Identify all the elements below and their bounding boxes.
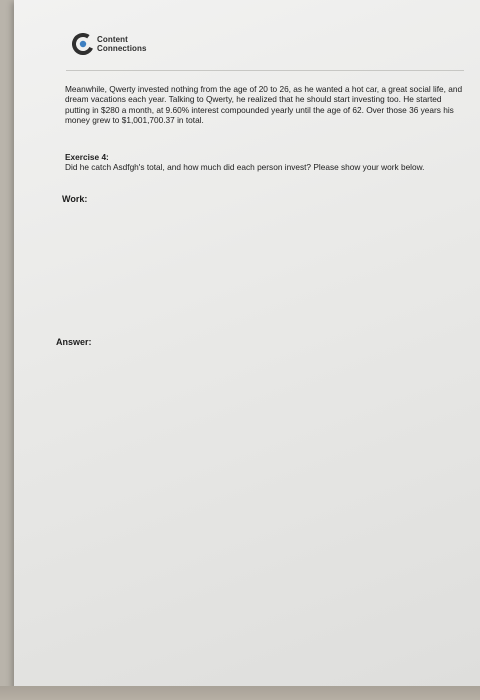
logo-wordmark xyxy=(97,35,147,53)
logo-c-icon xyxy=(72,33,94,55)
intro-paragraph: Meanwhile, Qwerty invested nothing from the age of 20 to 26, as he wanted a hot car, a great social life, and dream vacations each year. Talking to Qwerty, he realized that he should start investing too. He started putting in $280 a month, at 9.60% interest compounded yearly until the age of 62. Over those 36 years his money grew to $1,001,700.37 in total. xyxy=(65,84,463,126)
exercise-heading: Exercise 4: xyxy=(65,152,109,162)
header-divider xyxy=(66,70,464,71)
exercise-question: Did he catch Asdfgh's total, and how much did each person invest? Please show your work below. xyxy=(65,162,425,173)
document-page xyxy=(14,0,480,690)
table-surface xyxy=(0,686,480,700)
logo-line-1: Content xyxy=(97,35,128,44)
content-connections-logo xyxy=(72,33,147,55)
answer-label: Answer: xyxy=(56,337,92,347)
intro-section xyxy=(65,84,463,126)
logo-line-2: Connections xyxy=(97,44,147,53)
work-label: Work: xyxy=(62,194,88,204)
exercise-4 xyxy=(65,152,463,173)
